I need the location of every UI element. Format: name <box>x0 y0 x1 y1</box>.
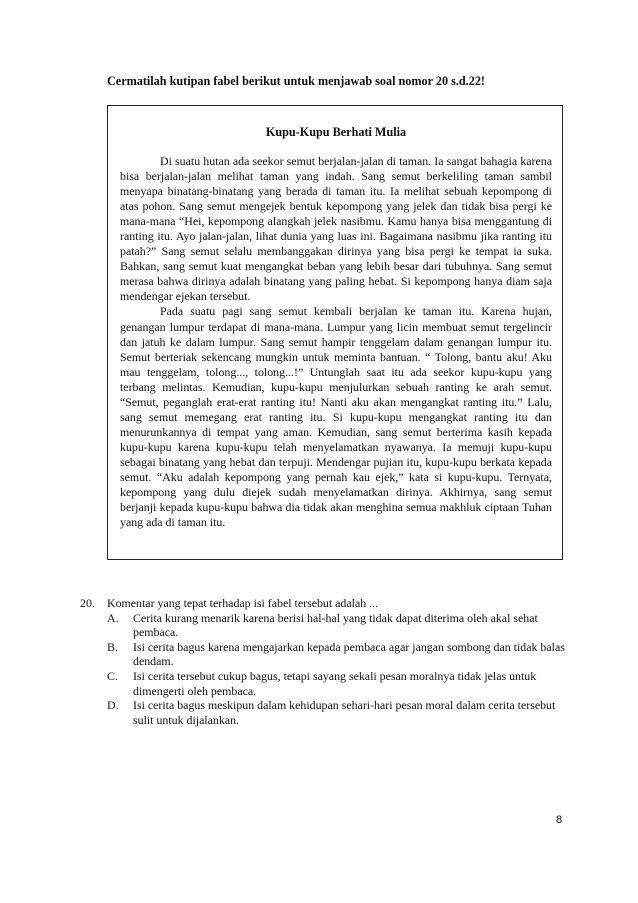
option-c[interactable] <box>107 669 570 698</box>
option-letter: C. <box>107 668 118 683</box>
option-text: Isi cerita bagus karena mengajarkan kepada pembaca agar jangan sombong dan tidak balas dendam. <box>133 639 565 669</box>
option-letter: D. <box>107 698 119 713</box>
option-a[interactable] <box>107 611 570 640</box>
fable-paragraph-2: Pada suatu pagi sang semut kembali berjalan ke taman itu. Karena hujan, genangan lumpur terdapat di mana-mana. Lumpur yang licin membuat semut tergelincir dan jatuh ke dalam lumpur. Sang semut hampir tenggelam dalam genangan lumpur itu. Semut berteriak sekencang mungkin untuk meminta bantuan. “ Tolong, bantu aku! Aku mau tenggelam, tolong..., tolong...!” Untunglah saat itu ada seekor kupu-kupu yang terbang melintas. Kemudian, kupu-kupu menjulurkan sebuah ranting ke arah semut. “Semut, peganglah erat-erat ranting itu! Nanti aku akan mengangkat ranting itu.” Lalu, sang semut memegang erat ranting itu. Si kupu-kupu mengangkat ranting itu dan menurunkannya di tempat yang aman. Kemudian, sang semut berterima kasih kepada kupu-kupu karena kupu-kupu telah menyelamatkan nyawanya. Ia memuji kupu-kupu sebagai binatang yang hebat dan terpuji. Mendengar pujian itu, kupu-kupu berkata kepada semut. “Aku adalah kepompong yang pernah kau ejek,” kata si kupu-kupu. Ternyata, kepompong yang dulu diejek sudah menyelamatkan dirinya. Akhirnya, sang semut berjanji kepada kupu-kupu bahwa dia tidak akan menghina semua makhluk ciptaan Tuhan yang ada di taman itu. <box>120 304 552 530</box>
option-b[interactable] <box>107 640 570 669</box>
fable-box <box>107 105 563 560</box>
question-number: 20. <box>80 596 95 610</box>
option-letter: B. <box>107 639 118 654</box>
fable-title: Kupu-Kupu Berhati Mulia <box>265 125 407 139</box>
question-20 <box>80 596 570 727</box>
option-d[interactable] <box>107 698 570 727</box>
question-stem: Komentar yang tepat terhadap isi fabel tersebut adalah ... <box>107 596 379 610</box>
option-text: Isi cerita tersebut cukup bagus, tetapi sayang sekali pesan moralnya tidak jelas untuk dimengerti oleh pembaca. <box>133 668 537 698</box>
fable-paragraph-1: Di suatu hutan ada seekor semut berjalan-jalan di taman. Ia sangat bahagia karena bisa berjalan-jalan melihat taman yang indah. Sang semut berkeliling taman sambil menyapa binatang-binatang yang berada di taman itu. Ia melihat sebuah kepompong di atas pohon. Sang semut mengejek bentuk kepompong yang jelek dan tidak bisa pergi ke mana-mana “Hei, kepompong alangkah jelek nasibmu. Kamu hanya bisa menggantung di ranting itu. Ayo jalan-jalan, lihat dunia yang luas ini. Bagaimana nasibmu jika ranting itu patah?” Sang semut selalu membanggakan dirinya yang bisa pergi ke tempat ia suka. Bahkan, sang semut kuat mengangkat beban yang lebih besar dari tubuhnya. Sang semut merasa bahwa dirinya adalah binatang yang paling hebat. Si kepompong hanya diam saja mendengar ejekan tersebut. <box>120 154 552 304</box>
option-text: Cerita kurang menarik karena berisi hal-hal yang tidak dapat diterima oleh akal sehat pembaca. <box>133 610 538 640</box>
option-text: Isi cerita bagus meskipun dalam kehidupan sehari-hari pesan moral dalam cerita tersebut sulit untuk dijalankan. <box>133 698 556 727</box>
option-letter: A. <box>107 610 119 625</box>
page-number: 8 <box>556 814 563 826</box>
question-row <box>80 596 570 611</box>
instruction-text: Cermatilah kutipan fabel berikut untuk menjawab soal nomor 20 s.d.22! <box>107 74 485 88</box>
